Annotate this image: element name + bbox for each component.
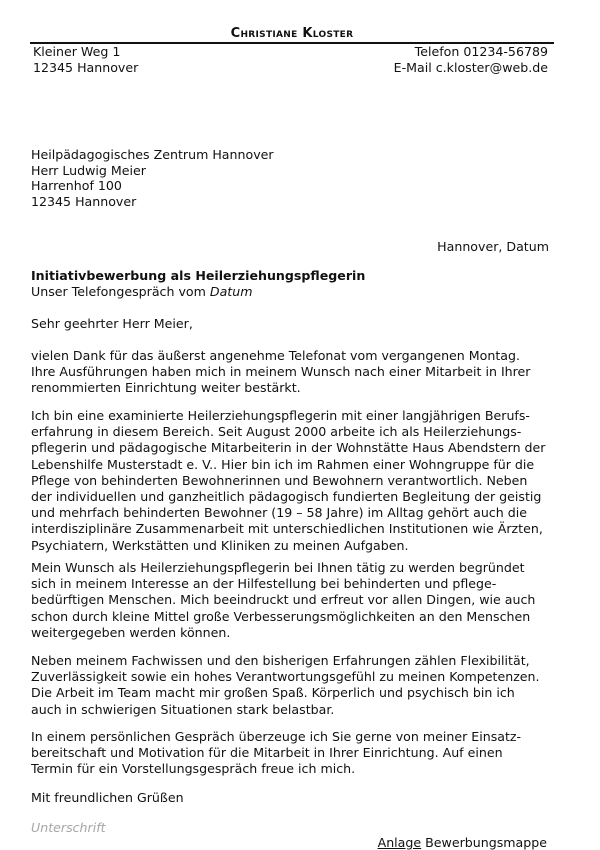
subject-reference-prefix: Unser Telefongespräch vom <box>31 284 210 299</box>
paragraph-line: Lebenshilfe Musterstadt e. V.. Hier bin ich im Rahmen einer Wohngruppe für die <box>31 456 535 472</box>
paragraph-line: erfahrung in diesem Bereich. Seit August 2000 arbeite ich als Heilerziehungs- <box>31 424 522 440</box>
sender-email: E-Mail c.kloster@web.de <box>393 60 548 75</box>
recipient-address <box>31 147 274 209</box>
paragraph-line: Die Arbeit im Team macht mir großen Spaß. Körperlich und psychisch bin ich <box>31 685 515 701</box>
recipient-line: Heilpädagogisches Zentrum Hannover <box>31 147 274 162</box>
sender-address <box>33 44 138 76</box>
body-paragraph <box>31 729 521 778</box>
paragraph-line: auch in schwierigen Situationen stark belastbar. <box>31 701 335 717</box>
subject-block <box>31 268 365 300</box>
salutation: Sehr geehrter Herr Meier, <box>31 316 193 331</box>
subject-reference <box>31 284 365 300</box>
paragraph-line: der individuellen und ganzheitlich pädagogisch fundierten Begleitung der geistig <box>31 489 542 505</box>
paragraph-line: und mehrfach behinderten Bewohner (19 – 58 Jahre) im Alltag gehört auch die <box>31 505 527 521</box>
recipient-line: Harrenhof 100 <box>31 178 122 193</box>
paragraph-line: pflegerin und pädagogische Mitarbeiterin in der Wohnstätte Haus Abendstern der <box>31 440 546 456</box>
paragraph-line: interdisziplinäre Zusammenarbeit mit unterschiedlichen Institutionen wie Ärzten, <box>31 521 543 537</box>
sender-contact <box>394 44 548 76</box>
paragraph-line: vielen Dank für das äußerst angenehme Telefonat vom vergangenen Montag. <box>31 348 520 363</box>
recipient-line: 12345 Hannover <box>31 193 137 209</box>
place-date: Hannover, Datum <box>437 239 549 254</box>
paragraph-line: schon durch kleine Mittel große Verbesserungsmöglichkeiten an den Menschen <box>31 608 531 624</box>
paragraph-line: Ihre Ausführungen haben mich in meinem Wunsch nach einer Mitarbeit in Ihrer <box>31 364 531 380</box>
paragraph-line: In einem persönlichen Gespräch überzeuge ich Sie gerne von meiner Einsatz- <box>31 729 522 744</box>
subject-title: Initiativbewerbung als Heilerziehungspflegerin <box>31 268 366 283</box>
sender-phone: Telefon 01234-56789 <box>414 44 548 59</box>
paragraph-line: Mein Wunsch als Heilerziehungspflegerin bei Ihnen tätig zu werden begründet <box>31 560 525 575</box>
paragraph-line: Psychiatern, Werkstätten und Kliniken zu meinen Aufgaben. <box>31 537 409 553</box>
paragraph-line: Pflege von behinderten Bewohnerinnen und Bewohnern verantwortlich. Neben <box>31 472 528 488</box>
paragraph-line: Zuverlässigkeit sowie ein hohes Verantwortungsgefühl zu meinen Kompetenzen. <box>31 669 540 685</box>
enclosure-label: Anlage <box>377 835 422 850</box>
body-paragraph <box>31 560 535 641</box>
paragraph-line: bedürftigen Menschen. Mich beeindruckt und erfreut vor allen Dingen, wie auch <box>31 592 536 608</box>
paragraph-line: bereitschaft und Motivation für die Mitarbeit in Ihrer Einrichtung. Auf einen <box>31 745 503 761</box>
sender-city: 12345 Hannover <box>33 60 139 75</box>
recipient-line: Herr Ludwig Meier <box>31 162 146 178</box>
closing-formula: Mit freundlichen Grüßen <box>31 790 184 805</box>
body-paragraph <box>31 408 545 554</box>
body-paragraph <box>31 348 530 397</box>
signature-placeholder: Unterschrift <box>31 820 106 835</box>
subject-reference-date: Datum <box>209 284 253 299</box>
enclosure-text: Bewerbungsmappe <box>421 835 547 850</box>
paragraph-line: Termin für ein Vorstellungsgespräch freue ich mich. <box>31 761 356 777</box>
enclosure-note <box>378 835 547 850</box>
sender-name-heading: Christiane Kloster <box>230 26 354 41</box>
sender-street: Kleiner Weg 1 <box>33 44 121 59</box>
paragraph-line: Ich bin eine examinierte Heilerziehungspflegerin mit einer langjährigen Berufs- <box>31 408 530 423</box>
body-paragraph <box>31 653 540 718</box>
paragraph-line: weitergegeben werden können. <box>31 624 231 640</box>
paragraph-line: sich in meinem Interesse an der Hilfestellung bei behinderten und pflege- <box>31 576 497 592</box>
paragraph-line: Neben meinem Fachwissen und den bisherigen Erfahrungen zählen Flexibilität, <box>31 653 530 668</box>
paragraph-line: renommierten Einrichtung weiter bestärkt. <box>31 380 301 396</box>
